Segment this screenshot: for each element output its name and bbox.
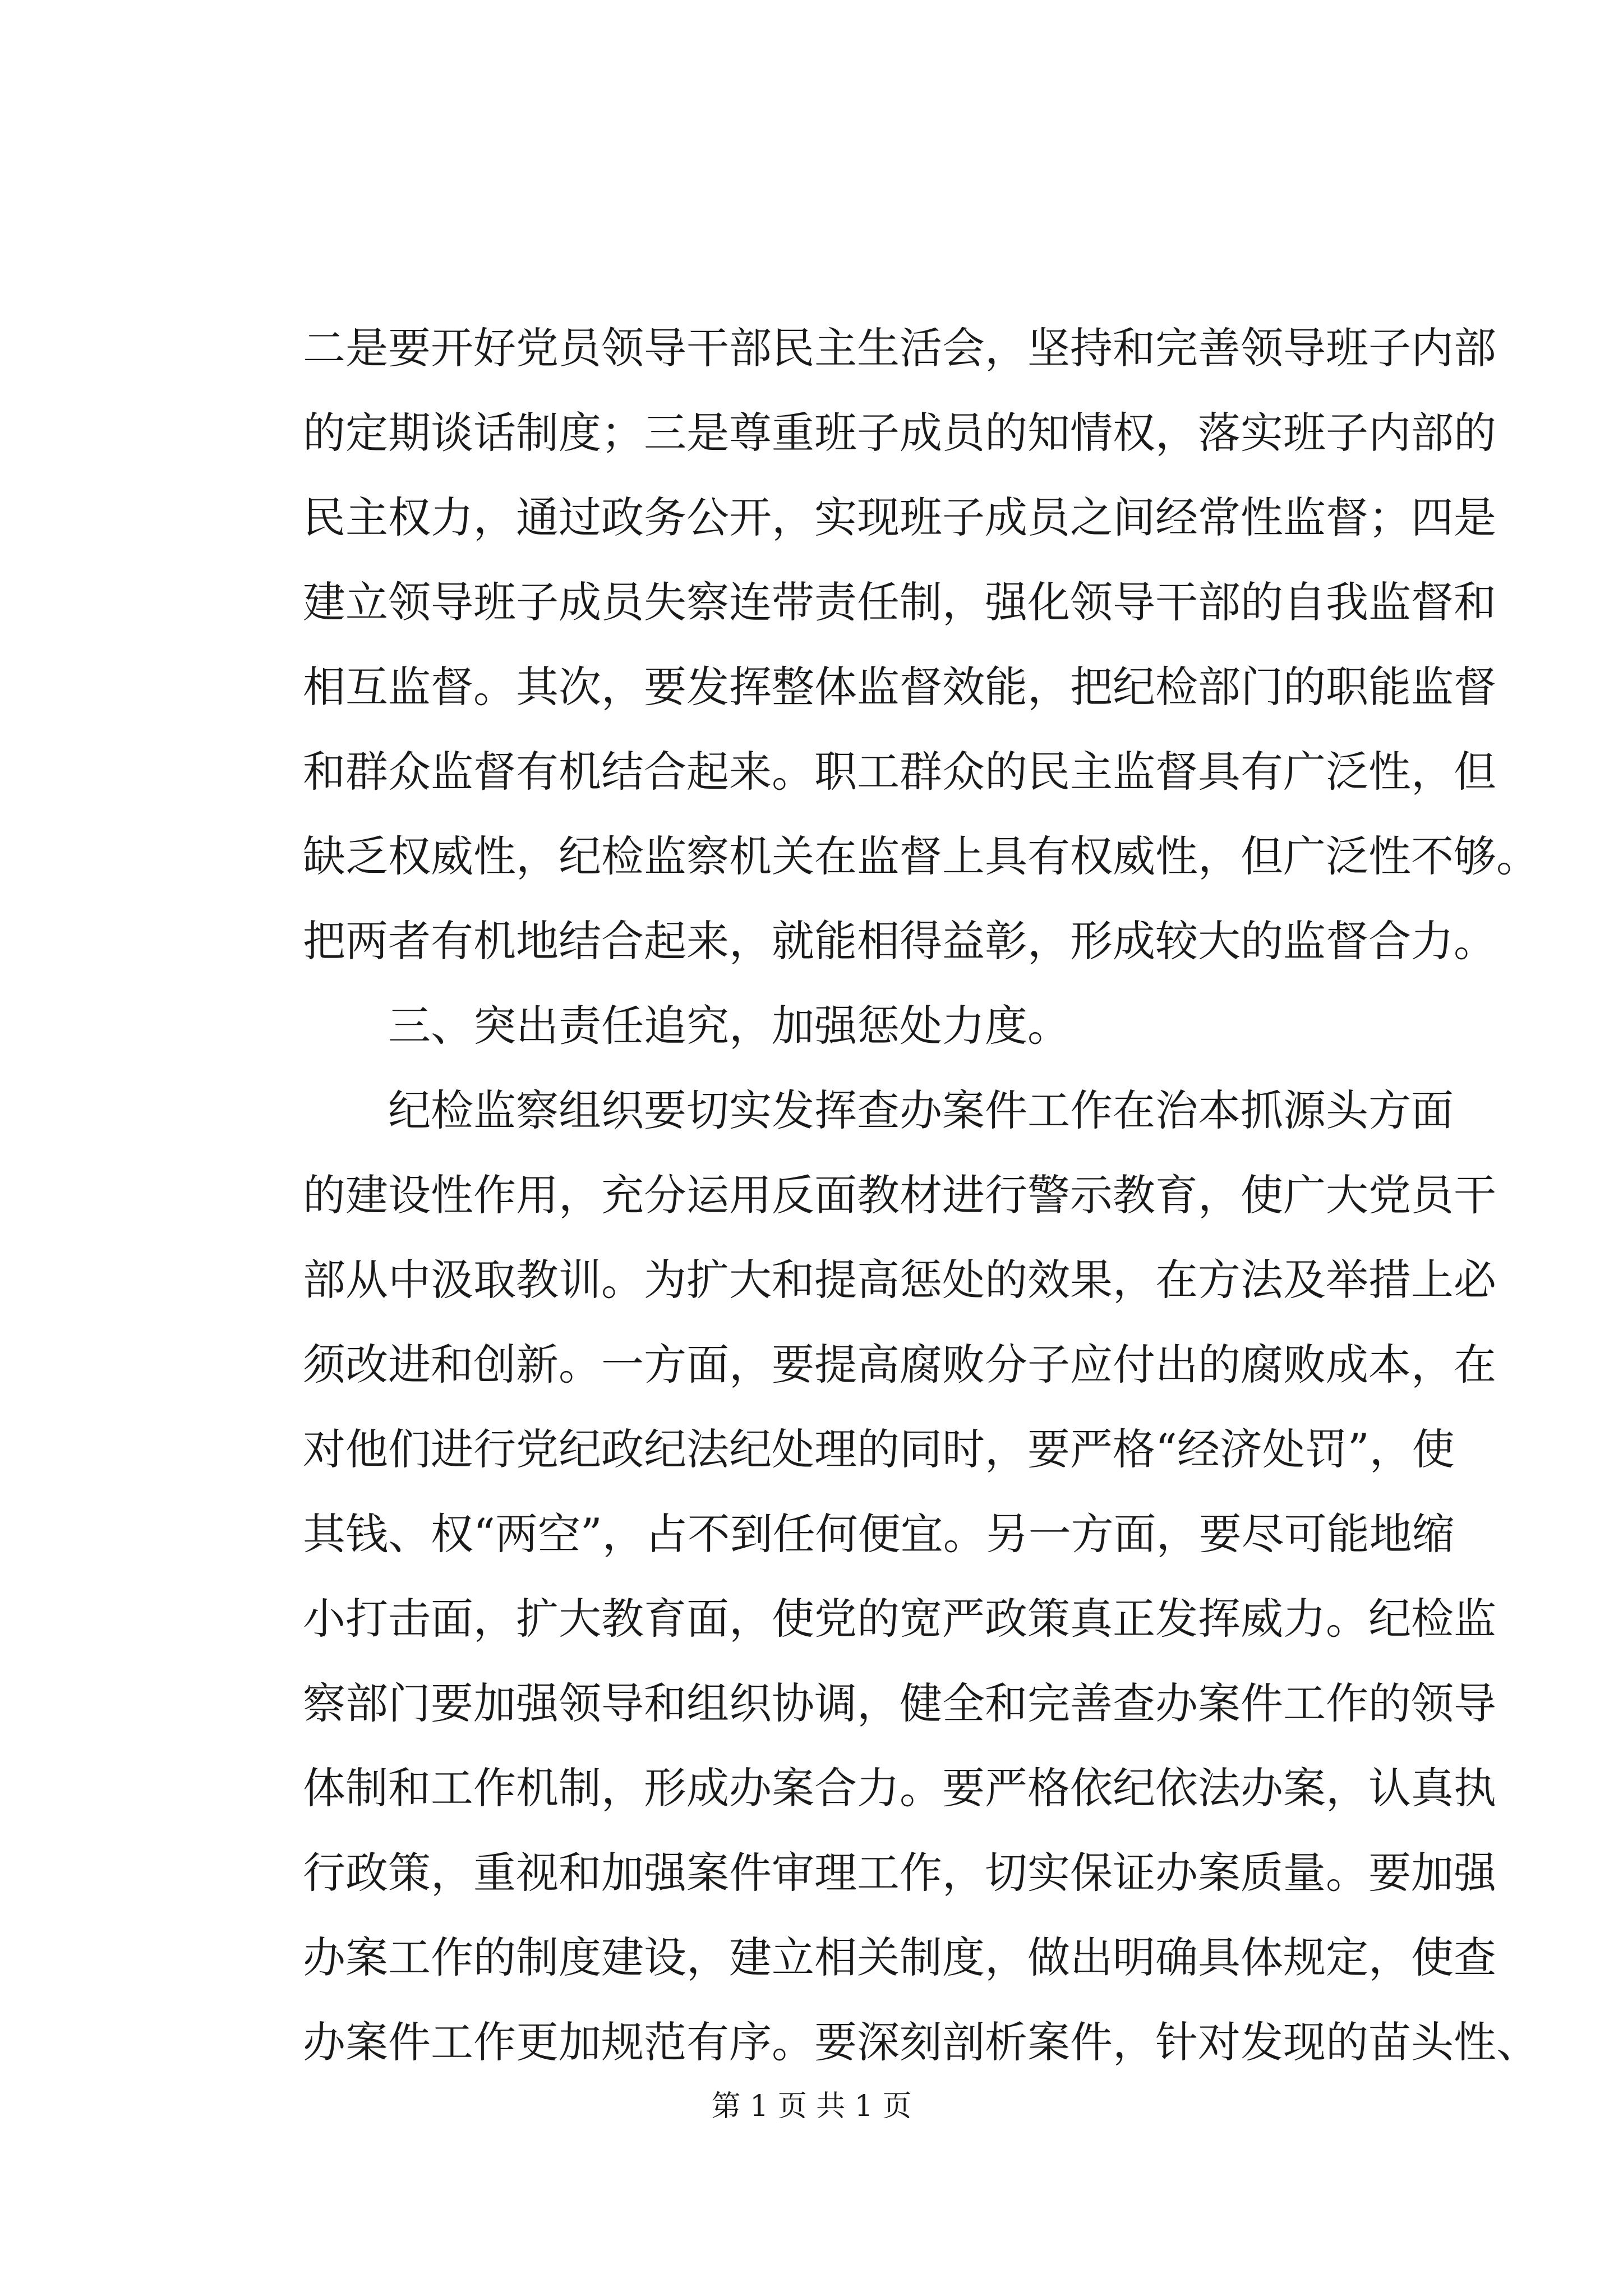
text-line: 把两者有机地结合起来，就能相得益彰，形成较大的监督合力。 [303, 916, 1496, 966]
body-text [303, 306, 1539, 2085]
text-line: 体制和工作机制，形成办案合力。要严格依纪依法办案，认真执 [303, 1763, 1496, 1813]
text-line: 的建设性作用，充分运用反面教材进行警示教育，使广大党员干 [303, 1170, 1496, 1220]
text-line: 缺乏权威性，纪检监察机关在监督上具有权威性，但广泛性不够。 [303, 831, 1539, 881]
text-line: 二是要开好党员领导干部民主生活会，坚持和完善领导班子内部 [303, 323, 1496, 373]
text-line: 察部门要加强领导和组织协调，健全和完善查办案件工作的领导 [303, 1678, 1496, 1728]
text-line: 部从中汲取教训。为扩大和提高惩处的效果，在方法及举措上必 [303, 1255, 1496, 1305]
text-line: 办案件工作更加规范有序。要深刻剖析案件，针对发现的苗头性、 [303, 2017, 1539, 2067]
text-line: 其钱、权“两空”，占不到任何便宜。另一方面，要尽可能地缩 [303, 1509, 1455, 1559]
text-line: 民主权力，通过政务公开，实现班子成员之间经常性监督；四是 [303, 493, 1496, 542]
text-line: 小打击面，扩大教育面，使党的宽严政策真正发挥威力。纪检监 [303, 1594, 1496, 1644]
section-heading: 三、突出责任追究，加强惩处力度。 [388, 1001, 1070, 1051]
text-line: 和群众监督有机结合起来。职工群众的民主监督具有广泛性，但 [303, 747, 1496, 797]
text-line: 相互监督。其次，要发挥整体监督效能，把纪检部门的职能监督 [303, 662, 1496, 712]
text-line: 须改进和创新。一方面，要提高腐败分子应付出的腐败成本，在 [303, 1340, 1496, 1389]
text-line: 的定期谈话制度；三是尊重班子成员的知情权，落实班子内部的 [303, 408, 1496, 458]
page-number-footer: 第 1 页 共 1 页 [711, 2090, 912, 2123]
text-line: 行政策，重视和加强案件审理工作，切实保证办案质量。要加强 [303, 1848, 1496, 1898]
text-line: 对他们进行党纪政纪法纪处理的同时，要严格“经济处罚”，使 [303, 1424, 1455, 1474]
text-line: 办案工作的制度建设，建立相关制度，做出明确具体规定，使查 [303, 1932, 1496, 1982]
text-line: 建立领导班子成员失察连带责任制，强化领导干部的自我监督和 [303, 577, 1496, 627]
text-line: 纪检监察组织要切实发挥查办案件工作在治本抓源头方面 [388, 1085, 1454, 1135]
